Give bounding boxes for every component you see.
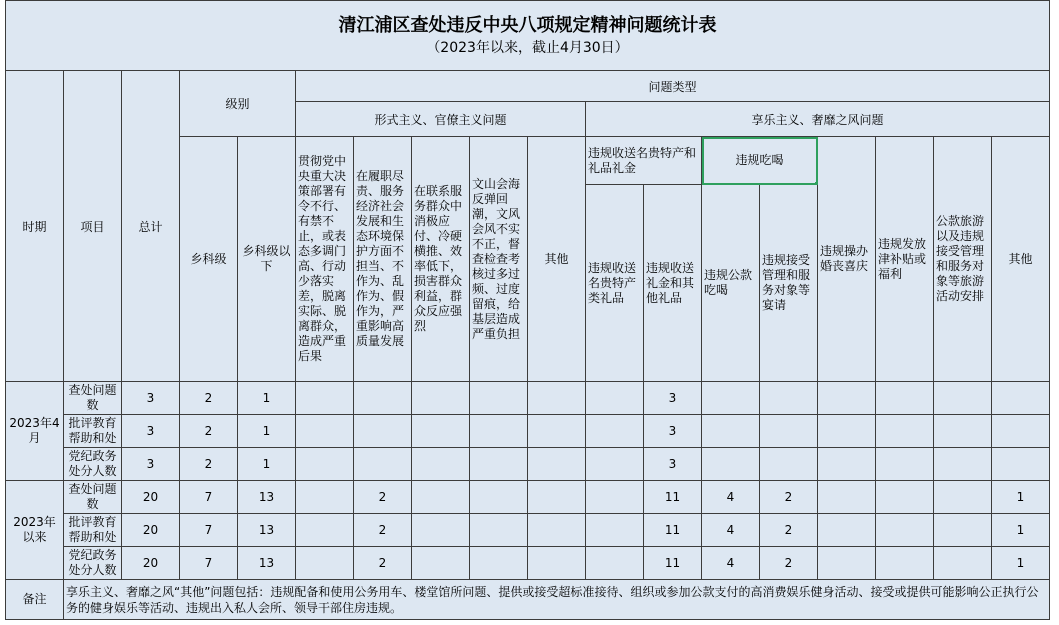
cell-weddings[interactable] [818,481,876,514]
header-problem-type[interactable]: 问题类型 [296,71,1050,102]
header-gift-group[interactable]: 违规收送名贵特产和礼品礼金 [586,137,702,185]
cell-formalism-other[interactable] [528,547,586,580]
cell-formalism-col3[interactable] [412,382,470,415]
cell-gift-a[interactable] [586,547,644,580]
cell-formalism-other[interactable] [528,514,586,547]
title-cell[interactable] [6,1,1050,71]
cell-formalism-col2[interactable] [354,448,412,481]
cell-total[interactable]: 3 [122,448,180,481]
cell-dining-a[interactable] [702,382,760,415]
cell-hedonism-other[interactable]: 1 [992,514,1050,547]
cell-formalism-col1[interactable] [296,547,354,580]
cell-level-town[interactable]: 7 [180,514,238,547]
header-hedonism-other[interactable]: 其他 [992,137,1050,382]
cell-hedonism-other[interactable] [992,415,1050,448]
note-label[interactable]: 备注 [6,580,64,620]
cell-level-below[interactable]: 13 [238,547,296,580]
cell-subsidies[interactable] [876,547,934,580]
row-item[interactable]: 党纪政务处分人数 [64,547,122,580]
table-row [6,382,1050,415]
cell-travel[interactable] [934,415,992,448]
header-travel[interactable]: 公款旅游以及违规接受管理和服务对象等旅游活动安排 [934,137,992,382]
cell-subsidies[interactable] [876,448,934,481]
header-level[interactable]: 级别 [180,71,296,137]
cell-travel[interactable] [934,547,992,580]
header-dining-a[interactable]: 违规公款吃喝 [702,185,760,382]
note-row [6,580,1050,620]
header-formalism-col1[interactable]: 贯彻党中央重大决策部署有令不行、有禁不止，或表态多调门高、行动少落实差，脱离实际、脱离群众，造成严重后果 [296,137,354,382]
cell-formalism-col1[interactable] [296,382,354,415]
cell-dining-b[interactable]: 2 [760,514,818,547]
cell-weddings[interactable] [818,415,876,448]
cell-gift-a[interactable] [586,481,644,514]
cell-dining-b[interactable]: 2 [760,481,818,514]
cell-travel[interactable] [934,514,992,547]
cell-gift-b[interactable]: 3 [644,448,702,481]
cell-total[interactable]: 20 [122,481,180,514]
cell-level-town[interactable]: 2 [180,415,238,448]
cell-formalism-col3[interactable] [412,415,470,448]
cell-hedonism-other[interactable] [992,382,1050,415]
cell-formalism-col1[interactable] [296,481,354,514]
header-gift-a[interactable]: 违规收送名贵特产类礼品 [586,185,644,382]
cell-gift-a[interactable] [586,514,644,547]
cell-subsidies[interactable] [876,481,934,514]
cell-subsidies[interactable] [876,415,934,448]
cell-hedonism-other[interactable]: 1 [992,481,1050,514]
cell-dining-a[interactable] [702,415,760,448]
cell-subsidies[interactable] [876,514,934,547]
header-total[interactable]: 总计 [122,71,180,382]
cell-formalism-col2[interactable]: 2 [354,547,412,580]
header-formalism-other[interactable]: 其他 [528,137,586,382]
cell-hedonism-other[interactable] [992,448,1050,481]
row-item[interactable]: 批评教育帮助和处 [64,415,122,448]
header-formalism-col2[interactable]: 在履职尽责、服务经济社会发展和生态环境保护方面不担当、不作为、乱作为、假作为，严重影响高质量发展 [354,137,412,382]
note-text[interactable]: 享乐主义、奢靡之风“其他”问题包括：违规配备和使用公务用车、楼堂馆所问题、提供或接受超标准接待、组织或参加公款支付的高消费娱乐健身活动、接受或提供可能影响公正执行公务的健身娱乐等活动、违规出入私人会所、领导干部住房违规。 [64,580,1050,620]
header-dining-group-selected[interactable] [702,137,818,185]
cell-level-below[interactable]: 1 [238,415,296,448]
table-row [6,481,1050,514]
header-level-town[interactable]: 乡科级 [180,137,238,382]
cell-formalism-col1[interactable] [296,415,354,448]
header-dining-b[interactable]: 违规接受管理和服务对象等宴请 [760,185,818,382]
cell-formalism-col3[interactable] [412,481,470,514]
header-formalism-col4[interactable]: 文山会海反弹回潮，文风会风不实不正，督查检查考核过多过频、过度留痕，给基层造成严重负担 [470,137,528,382]
row-item[interactable]: 批评教育帮助和处 [64,514,122,547]
cell-formalism-col3[interactable] [412,514,470,547]
statistics-table [5,0,1050,620]
cell-dining-b[interactable] [760,415,818,448]
cell-dining-b[interactable] [760,382,818,415]
table-row [6,448,1050,481]
row-item[interactable]: 党纪政务处分人数 [64,448,122,481]
cell-formalism-other[interactable] [528,481,586,514]
cell-subsidies[interactable] [876,382,934,415]
header-item[interactable]: 项目 [64,71,122,382]
header-period[interactable]: 时期 [6,71,64,382]
cell-level-town[interactable]: 2 [180,382,238,415]
cell-dining-a[interactable]: 4 [702,514,760,547]
cell-dining-a[interactable]: 4 [702,481,760,514]
table-row [6,415,1050,448]
cell-dining-a[interactable] [702,448,760,481]
cell-level-below[interactable]: 13 [238,481,296,514]
table-subtitle: （2023年以来，截止4月30日） [426,39,629,56]
cell-gift-b[interactable]: 3 [644,415,702,448]
cell-dining-a[interactable]: 4 [702,547,760,580]
cell-travel[interactable] [934,382,992,415]
cell-formalism-col2[interactable] [354,415,412,448]
cell-formalism-other[interactable] [528,415,586,448]
cell-formalism-col4[interactable] [470,514,528,547]
table-row [6,514,1050,547]
cell-level-below[interactable]: 1 [238,382,296,415]
cell-travel[interactable] [934,448,992,481]
cell-level-town[interactable]: 2 [180,448,238,481]
cell-travel[interactable] [934,481,992,514]
cell-weddings[interactable] [818,547,876,580]
cell-total[interactable]: 3 [122,415,180,448]
cell-formalism-col4[interactable] [470,547,528,580]
cell-gift-a[interactable] [586,448,644,481]
cell-gift-b[interactable]: 11 [644,547,702,580]
cell-level-town[interactable]: 7 [180,481,238,514]
header-formalism-col3[interactable]: 在联系服务群众中消极应付、冷硬横推、效率低下，损害群众利益，群众反应强烈 [412,137,470,382]
header-hedonism-group[interactable]: 享乐主义、奢靡之风问题 [586,102,1050,137]
cell-formalism-col2[interactable] [354,382,412,415]
cell-formalism-col1[interactable] [296,514,354,547]
period-label[interactable]: 2023年4月 [6,382,64,481]
cell-gift-b[interactable]: 11 [644,514,702,547]
cell-formalism-col4[interactable] [470,481,528,514]
cell-formalism-col3[interactable] [412,448,470,481]
cell-weddings[interactable] [818,514,876,547]
cell-formalism-col3[interactable] [412,547,470,580]
cell-level-town[interactable]: 7 [180,547,238,580]
cell-formalism-col4[interactable] [470,415,528,448]
cell-formalism-other[interactable] [528,448,586,481]
cell-total[interactable]: 20 [122,514,180,547]
cell-gift-a[interactable] [586,415,644,448]
row-item[interactable]: 查处问题数 [64,481,122,514]
cell-weddings[interactable] [818,382,876,415]
header-formalism-group[interactable]: 形式主义、官僚主义问题 [296,102,586,137]
header-weddings[interactable]: 违规操办婚丧喜庆 [818,137,876,382]
cell-weddings[interactable] [818,448,876,481]
cell-dining-b[interactable]: 2 [760,547,818,580]
header-gift-b[interactable]: 违规收送礼金和其他礼品 [644,185,702,382]
cell-formalism-col4[interactable] [470,448,528,481]
cell-formalism-col4[interactable] [470,382,528,415]
cell-total[interactable]: 3 [122,382,180,415]
selection-fill-handle[interactable] [815,182,818,185]
cell-formalism-col1[interactable] [296,448,354,481]
cell-gift-a[interactable] [586,382,644,415]
cell-gift-b[interactable]: 3 [644,382,702,415]
cell-formalism-other[interactable] [528,382,586,415]
header-dining-group: 违规吃喝 [735,153,784,167]
row-item[interactable]: 查处问题数 [64,382,122,415]
cell-hedonism-other[interactable]: 1 [992,547,1050,580]
cell-total[interactable]: 20 [122,547,180,580]
cell-dining-b[interactable] [760,448,818,481]
cell-formalism-col2[interactable]: 2 [354,481,412,514]
cell-gift-b[interactable]: 11 [644,481,702,514]
cell-level-below[interactable]: 1 [238,448,296,481]
cell-formalism-col2[interactable]: 2 [354,514,412,547]
header-level-below[interactable]: 乡科级以下 [238,137,296,382]
table-title: 清江浦区查处违反中央八项规定精神问题统计表 [338,14,717,36]
period-label[interactable]: 2023年以来 [6,481,64,580]
header-subsidies[interactable]: 违规发放津补贴或福利 [876,137,934,382]
table-row [6,547,1050,580]
cell-level-below[interactable]: 13 [238,514,296,547]
